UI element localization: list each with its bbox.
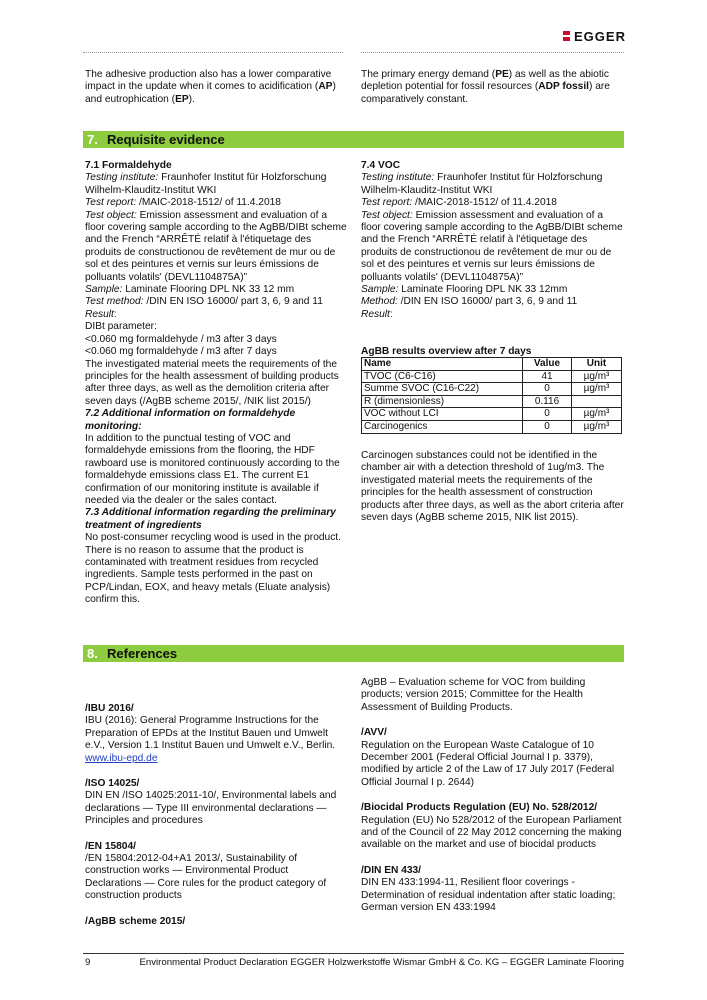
section-7-left-column	[85, 160, 347, 607]
ibu-epd-link[interactable]: www.ibu-epd.de	[85, 752, 158, 764]
header-divider-right	[361, 52, 624, 53]
cell-value: 0	[523, 383, 572, 396]
s71-conclusion: The investigated material meets the requirements of the principles for the health assessment of building products after three days, as well as the demolition criteria after seven days (/AgBB scheme 2015/, /NIK list 2015/)	[85, 358, 339, 407]
heading-7-3: 7.3 Additional information regarding the preliminary treatment of ingredients	[85, 507, 336, 531]
reference-body: Regulation (EU) No 528/2012 of the European Parliament and of the Council of 22 May 2012 concerning the making available on the market and use of biocidal products	[361, 814, 622, 851]
reference-title: /DIN EN 433/	[361, 864, 422, 876]
s74-object-label: Test object:	[361, 209, 413, 221]
reference-title: /ISO 14025/	[85, 778, 140, 790]
s71-result-colon: :	[113, 308, 117, 320]
references-left-column	[85, 703, 347, 941]
s73-body: No post-consumer recycling wood is used in the product. There is no reason to assume that the product is contaminated with treatment residues from recycled ingredients. Sample tests performed in the past on PCP/Lindan, EOX, and heavy metals (Eluate analysis) confirm this.	[85, 532, 341, 606]
cell-value: 41	[523, 370, 572, 383]
reference-body: IBU (2016): General Programme Instructions for the Preparation of EPDs at the Institut Bauen und Umwelt e.V., Version 1.1 Institut Bauen und Umwelt e.V., Berlin.	[85, 715, 336, 752]
cell-unit: µg/m³	[572, 383, 622, 396]
intro-left-run: ).	[188, 93, 195, 105]
reference-biocidal	[361, 802, 624, 852]
logo-mark-top	[563, 31, 570, 35]
s71-object	[85, 210, 347, 284]
reference-iso-14025	[85, 778, 347, 828]
cell-value: 0.116	[523, 395, 572, 408]
footer-text: Environmental Product Declaration EGGER Holzwerkstoffe Wismar GmbH & Co. KG – EGGER Laminate Flooring	[139, 957, 624, 968]
cell-value: 0	[523, 420, 572, 433]
table-row	[362, 383, 622, 396]
cell-unit	[572, 395, 622, 408]
cell-value: 0	[523, 408, 572, 421]
s71-report-label: Test report:	[85, 197, 137, 209]
table-header-value: Value	[523, 358, 572, 371]
section-8-header	[83, 645, 624, 662]
s74-report-value: /MAIC-2018-1512/ of 11.4.2018	[412, 197, 557, 209]
table-row	[362, 395, 622, 408]
s71-method	[85, 296, 347, 308]
intro-right-run: ) are comparatively constant.	[361, 81, 610, 105]
s71-object-label: Test object:	[85, 209, 137, 221]
reference-title: /Biocidal Products Regulation (EU) No. 528/2012/	[361, 802, 598, 814]
intro-left-paragraph	[85, 69, 347, 106]
section-8-title: References	[107, 646, 178, 661]
s74-result-colon: :	[389, 308, 393, 320]
table-row	[362, 408, 622, 421]
heading-7-4: 7.4 VOC	[361, 160, 401, 171]
reference-body: /EN 15804:2012-04+A1 2013/, Sustainability of construction works — Environmental Product Declarations — Core rules for the product category of construction products	[85, 853, 327, 902]
references-right-column	[361, 677, 624, 928]
egger-logo	[563, 28, 635, 48]
s71-result	[85, 309, 347, 321]
s74-sample-value: Laminate Flooring DPL NK 33 12mm	[398, 284, 568, 296]
s71-object-value: Emission assessment and evaluation of a floor covering sample according to the AgBB/DIBt scheme and the French “ARRÊTÉ relatif à l'étiquetage des produits de constructionou de revêtement de mur ou de sol et des peintures et vernis sur leurs émissions de polluants volatils' (DEVL1104875A)”	[85, 209, 347, 283]
s71-dibt-label: DIBt parameter:	[85, 321, 157, 333]
reference-din-en-433	[361, 865, 624, 915]
s71-method-label: Test method:	[85, 296, 144, 308]
s71-sample-label: Sample:	[85, 284, 123, 296]
cell-name: VOC without LCI	[362, 408, 523, 421]
intro-right-run: PE	[495, 69, 509, 80]
table-header-unit: Unit	[572, 358, 622, 371]
s71-method-value: /DIN EN ISO 16000/ part 3, 6, 9 and 11	[143, 296, 323, 308]
section-7-number: 7.	[87, 132, 98, 147]
s74-sample	[361, 284, 624, 296]
s71-sample-value: Laminate Flooring DPL NK 33 12 mm	[122, 284, 295, 296]
reference-agbb-2015	[85, 916, 347, 928]
page-number: 9	[85, 957, 91, 968]
s74-method-label: Method:	[361, 296, 398, 308]
reference-title: /IBU 2016/	[85, 703, 134, 714]
cell-unit: µg/m³	[572, 370, 622, 383]
s71-dibt-7days: <0.060 mg formaldehyde / m3 after 7 days	[85, 346, 277, 358]
s74-sample-label: Sample:	[361, 284, 399, 296]
section-7-title: Requisite evidence	[107, 132, 225, 147]
intro-left-run: ) and eutrophication (	[85, 81, 336, 105]
reference-agbb-continued	[361, 677, 624, 714]
s74-object-value: Emission assessment and evaluation of a floor covering sample according to the AgBB/DIBt scheme and the French “ARRÊTÉ relatif à l'étiquetage des produits de constructionou de revêtement de mur ou de sol et des peintures et vernis sur leurs émissions de polluants volatils' (DEVL1104875A)”	[361, 209, 623, 283]
s71-report-value: /MAIC-2018-1512/ of 11.4.2018	[136, 197, 281, 209]
section-7-right-column	[361, 160, 624, 321]
cell-name: TVOC (C6-C16)	[362, 370, 523, 383]
intro-left-run: EP	[175, 93, 189, 105]
s72-body: In addition to the punctual testing of VOC and formaldehyde emissions from the flooring, the HDF rawboard use is monitored continuously according to the formaldehyde emissions class E1. The current E1 confirmation of our monitoring institute is available if needed via the dealer or the sales contact.	[85, 432, 340, 506]
agbb-results-table	[361, 357, 622, 434]
logo-text: EGGER	[574, 29, 626, 44]
cell-unit: µg/m³	[572, 408, 622, 421]
intro-left-run: AP	[318, 81, 333, 93]
heading-7-2: 7.2 Additional information on formaldehyde monitoring:	[85, 408, 296, 432]
section-7-header	[83, 131, 624, 148]
s74-institute	[361, 172, 624, 197]
table-row	[362, 420, 622, 433]
s71-institute-value: Fraunhofer Institut für Holzforschung Wilhelm-Klauditz-Institut WKI	[85, 172, 327, 196]
s74-institute-label: Testing institute:	[361, 172, 435, 184]
cell-name: R (dimensionless)	[362, 395, 523, 408]
s71-institute-label: Testing institute:	[85, 172, 159, 184]
logo-mark-bottom	[563, 37, 570, 41]
s74-method	[361, 296, 624, 308]
intro-left-run: The adhesive production also has a lower comparative impact in the update when it comes to acidification (	[85, 69, 332, 93]
reference-avv	[361, 727, 624, 789]
agbb-note: Carcinogen substances could not be identified in the chamber air with a detection threshold of 1ug/m3. The investigated material meets the requirements of the principles for the health assessment of construction products after three days, as well as the abort criteria after seven days (AgBB scheme 2015, NIK list 2015).	[361, 450, 624, 524]
intro-right-paragraph	[361, 69, 624, 106]
s74-report	[361, 197, 624, 209]
cell-name: Carcinogenics	[362, 420, 523, 433]
s71-dibt-3days: <0.060 mg formaldehyde / m3 after 3 days	[85, 333, 277, 345]
agbb-table-caption: AgBB results overview after 7 days	[361, 346, 532, 357]
reference-body: Regulation on the European Waste Catalogue of 10 December 2001 (Federal Official Journal I p. 3379), modified by article 2 of the Law of 17 July 2017 (Federal Official Journal I p. 2644)	[361, 739, 615, 788]
table-header-name: Name	[362, 358, 523, 371]
reference-body: DIN EN 433:1994-11, Resilient floor coverings - Determination of residual indentation after static loading; German version EN 433:1994	[361, 877, 616, 914]
s74-result-label: Result	[361, 308, 390, 320]
reference-en-15804	[85, 841, 347, 903]
s71-result-label: Result	[85, 308, 114, 320]
s74-institute-value: Fraunhofer Institut für Holzforschung Wilhelm-Klauditz-Institut WKI	[361, 172, 603, 196]
intro-right-run: ) as well as the abiotic depletion potential for fossil resources (	[361, 69, 610, 93]
header-divider-left	[83, 52, 343, 53]
reference-title: /AgBB scheme 2015/	[85, 915, 186, 927]
table-row	[362, 370, 622, 383]
table-header-row	[362, 358, 622, 371]
s74-report-label: Test report:	[361, 197, 413, 209]
s71-report	[85, 197, 347, 209]
cell-name: Summe SVOC (C16-C22)	[362, 383, 523, 396]
footer-divider	[83, 953, 624, 954]
section-8-number: 8.	[87, 646, 98, 661]
intro-right-run: The primary energy demand (	[361, 69, 496, 80]
reference-body: DIN EN /ISO 14025:2011-10/, Environmental labels and declarations — Type III environmental declarations — Principles and procedures	[85, 790, 337, 827]
reference-body: AgBB – Evaluation scheme for VOC from building products; version 2015; Committee for the Health Assessment of Building Products.	[361, 677, 586, 713]
s74-result	[361, 309, 624, 321]
s71-institute	[85, 172, 347, 197]
reference-title: /EN 15804/	[85, 840, 136, 852]
s74-object	[361, 210, 624, 284]
reference-ibu	[85, 703, 347, 765]
cell-unit: µg/m³	[572, 420, 622, 433]
s71-sample	[85, 284, 347, 296]
heading-7-1: 7.1 Formaldehyde	[85, 160, 172, 171]
s74-method-value: /DIN EN ISO 16000/ part 3, 6, 9 and 11	[397, 296, 578, 308]
intro-right-run: ADP fossil	[538, 81, 590, 93]
reference-title: /AVV/	[361, 727, 387, 739]
